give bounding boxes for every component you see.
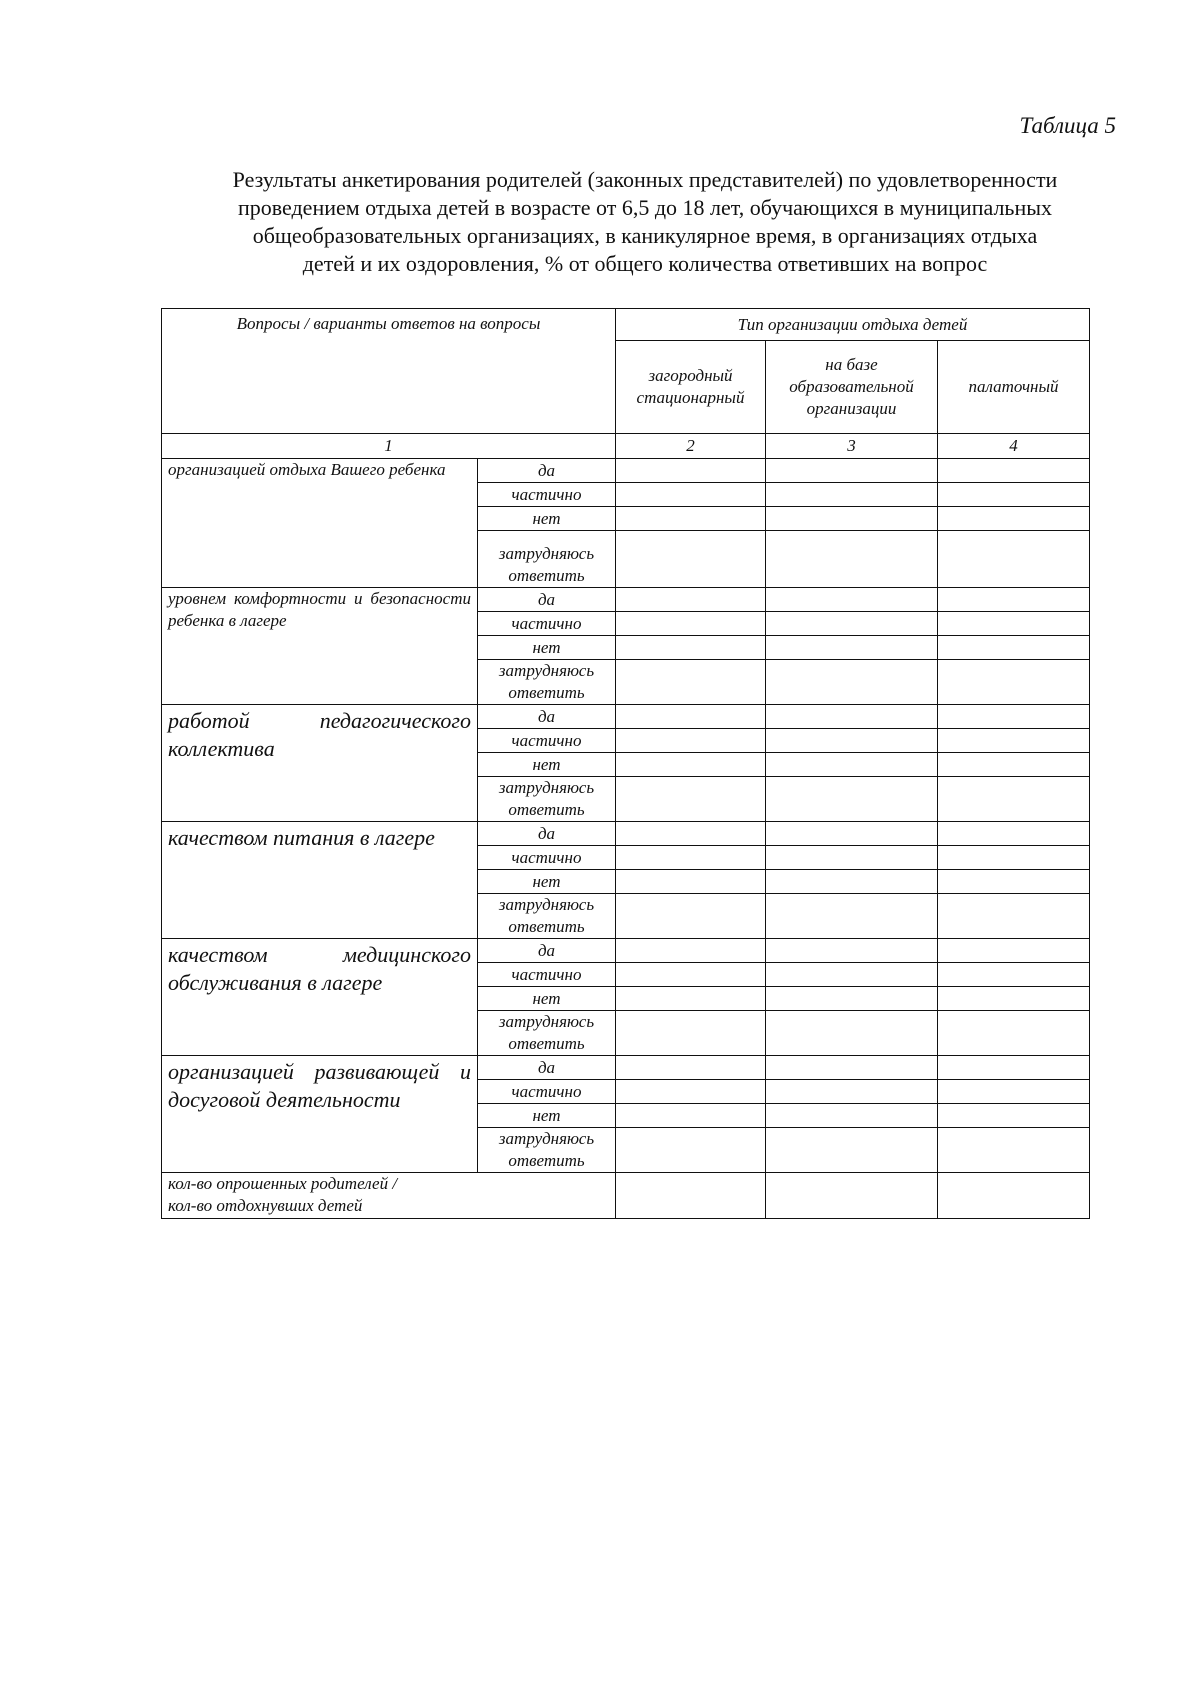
value-cell <box>616 846 766 870</box>
value-cell <box>766 822 938 846</box>
value-cell <box>766 846 938 870</box>
answer-cell: частично <box>478 1080 616 1104</box>
value-cell <box>616 939 766 963</box>
value-cell <box>616 1128 766 1173</box>
value-cell <box>938 507 1090 531</box>
value-cell <box>938 636 1090 660</box>
value-cell <box>766 459 938 483</box>
col-header-tent: палаточный <box>938 341 1090 434</box>
value-cell <box>766 894 938 939</box>
footer-line: кол-во отдохнувших детей <box>168 1196 363 1215</box>
value-cell <box>938 612 1090 636</box>
answer-cell: частично <box>478 483 616 507</box>
value-cell <box>938 1173 1090 1219</box>
value-cell <box>766 753 938 777</box>
question-cell: организацией отдыха Вашего ребенка <box>162 459 478 588</box>
value-cell <box>616 483 766 507</box>
question-cell: качеством питания в лагере <box>162 822 478 939</box>
value-cell <box>766 483 938 507</box>
value-cell <box>766 963 938 987</box>
col-header-country-stationary: загородный стационарный <box>616 341 766 434</box>
answer-cell: затрудняюсь ответить <box>478 531 616 588</box>
value-cell <box>938 753 1090 777</box>
question-cell: организацией развивающей и досуговой деятельности <box>162 1056 478 1173</box>
question-cell: качеством медицинского обслуживания в лагере <box>162 939 478 1056</box>
col-number: 1 <box>162 434 616 459</box>
value-cell <box>766 729 938 753</box>
value-cell <box>938 777 1090 822</box>
value-cell <box>766 1080 938 1104</box>
value-cell <box>938 1056 1090 1080</box>
respondents-count-label <box>162 1173 616 1219</box>
answer-cell: нет <box>478 507 616 531</box>
answer-cell: частично <box>478 612 616 636</box>
question-cell: работой педагогического коллектива <box>162 705 478 822</box>
col-number: 2 <box>616 434 766 459</box>
col-number: 4 <box>938 434 1090 459</box>
question-cell: уровнем комфортности и безопасности ребенка в лагере <box>162 588 478 705</box>
value-cell <box>616 1104 766 1128</box>
value-cell <box>938 870 1090 894</box>
value-cell <box>766 1104 938 1128</box>
answer-cell: частично <box>478 729 616 753</box>
value-cell <box>766 987 938 1011</box>
col-header-school-based: на базе образовательной организации <box>766 341 938 434</box>
value-cell <box>766 507 938 531</box>
value-cell <box>616 588 766 612</box>
value-cell <box>766 1056 938 1080</box>
value-cell <box>938 459 1090 483</box>
value-cell <box>616 822 766 846</box>
value-cell <box>616 1173 766 1219</box>
value-cell <box>938 987 1090 1011</box>
value-cell <box>938 1080 1090 1104</box>
survey-results-table <box>161 308 1090 1219</box>
answer-cell: частично <box>478 963 616 987</box>
value-cell <box>938 963 1090 987</box>
value-cell <box>938 939 1090 963</box>
value-cell <box>616 507 766 531</box>
value-cell <box>616 1011 766 1056</box>
value-cell <box>938 1104 1090 1128</box>
value-cell <box>616 1056 766 1080</box>
answer-cell: да <box>478 588 616 612</box>
title-line: проведением отдыха детей в возрасте от 6,5 до 18 лет, обучающихся в муниципальных <box>237 195 1053 220</box>
answer-cell: затрудняюсь ответить <box>478 1128 616 1173</box>
value-cell <box>766 1173 938 1219</box>
value-cell <box>938 894 1090 939</box>
questions-column-header: Вопросы / варианты ответов на вопросы <box>162 309 616 434</box>
value-cell <box>616 531 766 588</box>
answer-cell: затрудняюсь ответить <box>478 777 616 822</box>
answer-cell: затрудняюсь ответить <box>478 1011 616 1056</box>
value-cell <box>766 636 938 660</box>
answer-cell: частично <box>478 846 616 870</box>
value-cell <box>938 822 1090 846</box>
answer-cell: да <box>478 705 616 729</box>
col-number: 3 <box>766 434 938 459</box>
answer-cell: да <box>478 459 616 483</box>
value-cell <box>766 1011 938 1056</box>
value-cell <box>616 636 766 660</box>
value-cell <box>616 987 766 1011</box>
title-line: Результаты анкетирования родителей (законных представителей) по удовлетворенности <box>232 167 1058 192</box>
value-cell <box>616 777 766 822</box>
value-cell <box>616 729 766 753</box>
answer-cell: да <box>478 939 616 963</box>
answer-cell: нет <box>478 1104 616 1128</box>
value-cell <box>616 870 766 894</box>
answer-cell: затрудняюсь ответить <box>478 894 616 939</box>
value-cell <box>766 660 938 705</box>
value-cell <box>938 483 1090 507</box>
answer-cell: да <box>478 1056 616 1080</box>
value-cell <box>938 1128 1090 1173</box>
value-cell <box>616 963 766 987</box>
value-cell <box>938 660 1090 705</box>
value-cell <box>766 777 938 822</box>
answer-cell: да <box>478 822 616 846</box>
value-cell <box>616 660 766 705</box>
document-title <box>180 166 1110 278</box>
title-line: общеобразовательных организациях, в каникулярное время, в организациях отдыха <box>252 223 1038 248</box>
answer-cell: нет <box>478 987 616 1011</box>
table-label: Таблица 5 <box>1019 113 1116 138</box>
org-type-header: Тип организации отдыха детей <box>616 309 1090 341</box>
title-line: детей и их оздоровления, % от общего количества ответивших на вопрос <box>302 251 988 276</box>
value-cell <box>616 894 766 939</box>
value-cell <box>938 1011 1090 1056</box>
answer-cell: нет <box>478 870 616 894</box>
value-cell <box>938 729 1090 753</box>
value-cell <box>766 1128 938 1173</box>
value-cell <box>616 459 766 483</box>
answer-cell: затрудняюсь ответить <box>478 660 616 705</box>
value-cell <box>938 531 1090 588</box>
value-cell <box>616 612 766 636</box>
answer-cell: нет <box>478 753 616 777</box>
footer-line: кол-во опрошенных родителей / <box>168 1174 398 1193</box>
value-cell <box>766 531 938 588</box>
value-cell <box>766 705 938 729</box>
value-cell <box>766 939 938 963</box>
value-cell <box>616 753 766 777</box>
answer-cell: нет <box>478 636 616 660</box>
value-cell <box>616 1080 766 1104</box>
value-cell <box>766 870 938 894</box>
value-cell <box>938 705 1090 729</box>
value-cell <box>938 588 1090 612</box>
value-cell <box>938 846 1090 870</box>
value-cell <box>616 705 766 729</box>
value-cell <box>766 588 938 612</box>
value-cell <box>766 612 938 636</box>
